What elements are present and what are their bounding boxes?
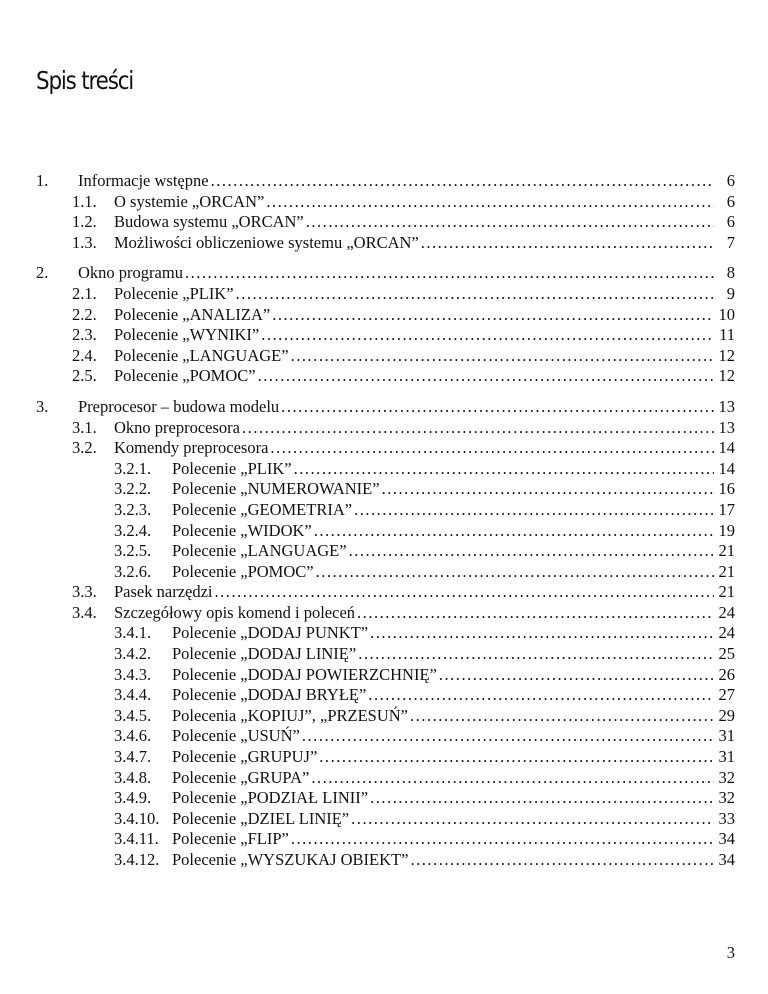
toc-entry-title-wrap: [172, 479, 714, 500]
toc-entry-number: 3.2.6.: [114, 561, 152, 581]
toc-entry-number: 3.4.3.: [114, 664, 152, 684]
dot-leader: [354, 500, 714, 521]
toc-entry-title-wrap: [114, 438, 714, 459]
dot-leader: [281, 397, 714, 418]
toc-entry[interactable]: [0, 603, 768, 624]
toc-entry-title-wrap: [172, 788, 714, 809]
toc-entry-page: 32: [718, 788, 735, 808]
dot-leader: [291, 829, 714, 850]
toc-entry-number: 3.2.1.: [114, 458, 152, 478]
toc-section: [0, 263, 768, 387]
toc-entry-title-wrap: [78, 263, 714, 284]
toc-entry-page: 8: [726, 263, 735, 283]
toc-entry-number: 3.4.6.: [114, 726, 152, 746]
dot-leader: [370, 788, 714, 809]
toc-entry-page: 6: [726, 212, 735, 232]
toc-entry[interactable]: [0, 521, 768, 542]
toc-entry-title: Polecenie „GRUPA”: [172, 767, 310, 787]
toc-entry-title-wrap: [78, 397, 714, 418]
toc-entry[interactable]: [0, 325, 768, 346]
toc-entry-title: Polecenie „GRUPUJ”: [172, 747, 318, 767]
dot-leader: [242, 418, 714, 439]
toc-entry-title-wrap: [114, 582, 714, 603]
toc-entry[interactable]: [0, 500, 768, 521]
toc-entry-page: 9: [726, 283, 735, 303]
toc-entry-title-wrap: [114, 603, 714, 624]
toc-entry-title-wrap: [172, 726, 714, 747]
toc-entry[interactable]: [0, 192, 768, 213]
toc-section: [0, 171, 768, 253]
dot-leader: [349, 541, 714, 562]
toc-entry[interactable]: [0, 562, 768, 583]
toc-entry-title: Polecenie „DODAJ LINIĘ”: [172, 644, 357, 664]
toc-entry[interactable]: [0, 726, 768, 747]
toc-entry-page: 6: [726, 171, 735, 190]
toc-entry[interactable]: [0, 438, 768, 459]
toc-entry-title-wrap: [172, 747, 714, 768]
toc-entry-title: Pasek narzędzi: [114, 582, 213, 602]
toc-entry-number: 3.4.8.: [114, 767, 152, 787]
toc-entry-page: 14: [718, 458, 735, 478]
toc-entry-number: 3.4.12.: [114, 850, 160, 869]
toc-entry-title-wrap: [114, 325, 714, 346]
table-of-contents: [0, 171, 768, 881]
toc-entry[interactable]: [0, 623, 768, 644]
toc-entry-title: Budowa systemu „ORCAN”: [114, 212, 304, 232]
toc-entry-title: Okno programu: [78, 263, 183, 283]
toc-entry-page: 12: [718, 345, 735, 365]
dot-leader: [382, 479, 714, 500]
toc-entry-title: Preprocesor – budowa modelu: [78, 396, 280, 416]
toc-entry[interactable]: [0, 212, 768, 233]
dot-leader: [311, 768, 714, 789]
toc-entry[interactable]: [0, 685, 768, 706]
toc-entry-page: 31: [718, 747, 735, 767]
dot-leader: [185, 263, 714, 284]
dot-leader: [357, 603, 714, 624]
toc-entry-number: 3.2.3.: [114, 499, 152, 519]
dot-leader: [410, 706, 714, 727]
toc-entry[interactable]: [0, 768, 768, 789]
toc-entry-number: 3.2.2.: [114, 479, 152, 499]
toc-entry-title: Polecenie „POMOC”: [114, 366, 256, 386]
dot-leader: [370, 623, 714, 644]
dot-leader: [358, 644, 714, 665]
toc-entry-number: 3.4.2.: [114, 644, 152, 664]
toc-entry-title: Polecenie „PLIK”: [172, 458, 292, 478]
toc-entry-title: Szczegółowy opis komend i poleceń: [114, 602, 356, 622]
toc-entry[interactable]: [0, 346, 768, 367]
toc-entry-title-wrap: [172, 829, 714, 850]
toc-entry[interactable]: [0, 366, 768, 387]
toc-entry-page: 14: [718, 438, 735, 458]
toc-entry[interactable]: [0, 459, 768, 480]
toc-entry-title-wrap: [172, 562, 714, 583]
toc-entry-page: 12: [718, 366, 735, 386]
toc-entry[interactable]: [0, 397, 768, 418]
dot-leader: [272, 305, 714, 326]
dot-leader: [302, 726, 714, 747]
dot-leader: [314, 521, 714, 542]
toc-entry-title-wrap: [172, 541, 714, 562]
toc-entry-page: 21: [718, 561, 735, 581]
toc-entry-title-wrap: [172, 623, 714, 644]
toc-entry-title: Polecenie „DODAJ PUNKT”: [172, 623, 369, 643]
toc-entry-number: 1.1.: [72, 191, 97, 211]
toc-entry[interactable]: [0, 850, 768, 871]
dot-leader: [258, 366, 714, 387]
toc-entry-page: 16: [718, 479, 735, 499]
toc-entry-title-wrap: [172, 850, 714, 871]
dot-leader: [294, 459, 714, 480]
toc-entry-page: 24: [718, 602, 735, 622]
toc-entry-number: 2.1.: [72, 283, 97, 303]
page-number: 3: [726, 943, 735, 962]
toc-entry-number: 3.4.7.: [114, 747, 152, 767]
toc-entry-title-wrap: [172, 521, 714, 542]
toc-entry-title: Polecenia „KOPIUJ”, „PRZESUŃ”: [172, 705, 408, 725]
dot-leader: [306, 212, 714, 233]
toc-entry-number: 3.4.9.: [114, 788, 152, 808]
toc-entry-page: 10: [718, 304, 735, 324]
toc-entry-number: 3.4.5.: [114, 705, 152, 725]
dot-leader: [368, 685, 714, 706]
toc-entry-title-wrap: [114, 305, 714, 326]
toc-entry-title: Polecenie „DODAJ BRYŁĘ”: [172, 685, 367, 705]
toc-entry-page: 26: [718, 664, 735, 684]
toc-entry-page: 11: [719, 325, 735, 345]
dot-leader: [236, 284, 714, 305]
toc-entry-title: Polecenie „GEOMETRIA”: [172, 499, 353, 519]
toc-entry-page: 13: [718, 396, 735, 416]
toc-entry-page: 19: [718, 520, 735, 540]
toc-entry-title-wrap: [114, 418, 714, 439]
toc-entry-title-wrap: [114, 212, 714, 233]
toc-entry-page: 33: [718, 808, 735, 828]
toc-entry-title-wrap: [114, 284, 714, 305]
toc-entry[interactable]: [0, 263, 768, 284]
toc-entry-title-wrap: [78, 171, 714, 192]
toc-entry-title-wrap: [172, 644, 714, 665]
toc-entry-title-wrap: [114, 192, 714, 213]
toc-entry-title-wrap: [114, 233, 714, 254]
toc-entry[interactable]: [0, 644, 768, 665]
toc-entry-page: 27: [718, 685, 735, 705]
toc-entry-number: 2.3.: [72, 325, 97, 345]
toc-entry-page: 34: [718, 829, 735, 849]
toc-entry-title: Polecenie „DZIEL LINIĘ”: [172, 808, 350, 828]
toc-entry-title-wrap: [172, 500, 714, 521]
toc-entry[interactable]: [0, 706, 768, 727]
toc-entry[interactable]: [0, 233, 768, 254]
toc-entry-number: 1.2.: [72, 212, 97, 232]
toc-entry-page: 17: [718, 499, 735, 519]
toc-entry[interactable]: [0, 829, 768, 850]
toc-entry-title: Polecenie „WIDOK”: [172, 520, 312, 540]
toc-entry-title: Polecenie „LANGUAGE”: [172, 541, 347, 561]
toc-entry[interactable]: [0, 809, 768, 830]
toc-entry-number: 3.2.: [72, 438, 97, 458]
toc-entry-title: Polecenie „WYSZUKAJ OBIEKT”: [172, 850, 409, 869]
toc-entry-number: 3.: [36, 396, 49, 416]
toc-entry-number: 3.4.1.: [114, 623, 152, 643]
toc-entry-page: 13: [718, 417, 735, 437]
toc-entry-page: 21: [718, 582, 735, 602]
toc-entry-title-wrap: [172, 685, 714, 706]
toc-entry-title: Komendy preprocesora: [114, 438, 269, 458]
toc-entry-number: 2.5.: [72, 366, 97, 386]
toc-entry-page: 25: [718, 644, 735, 664]
dot-leader: [439, 665, 714, 686]
dot-leader: [270, 438, 714, 459]
toc-entry-number: 3.4.4.: [114, 685, 152, 705]
toc-entry[interactable]: [0, 171, 768, 192]
toc-entry-title: Polecenie „USUŃ”: [172, 726, 300, 746]
toc-entry-number: 3.4.10.: [114, 808, 160, 828]
dot-leader: [215, 582, 715, 603]
toc-entry-title: O systemie „ORCAN”: [114, 191, 265, 211]
toc-entry[interactable]: [0, 418, 768, 439]
toc-entry-title: Polecenie „PLIK”: [114, 283, 234, 303]
toc-entry-number: 2.2.: [72, 304, 97, 324]
dot-leader: [316, 562, 714, 583]
toc-entry[interactable]: [0, 788, 768, 809]
toc-entry-page: 29: [718, 705, 735, 725]
toc-entry[interactable]: [0, 541, 768, 562]
dot-leader: [211, 171, 714, 192]
toc-entry-title: Polecenie „ANALIZA”: [114, 304, 271, 324]
toc-entry-number: 1.: [36, 171, 49, 190]
toc-entry-title: Polecenie „NUMEROWANIE”: [172, 479, 380, 499]
toc-entry-title: Informacje wstępne: [78, 171, 209, 190]
toc-entry-title-wrap: [114, 366, 714, 387]
toc-entry-title-wrap: [172, 809, 714, 830]
toc-entry[interactable]: [0, 305, 768, 326]
toc-entry-title-wrap: [172, 459, 714, 480]
dot-leader: [421, 233, 714, 254]
toc-entry-title-wrap: [172, 665, 714, 686]
toc-entry-title: Polecenie „LANGUAGE”: [114, 345, 289, 365]
toc-entry-number: 3.2.5.: [114, 541, 152, 561]
toc-entry[interactable]: [0, 665, 768, 686]
toc-entry-page: 24: [718, 623, 735, 643]
dot-leader: [351, 809, 714, 830]
page-title: Spis treści: [36, 66, 134, 95]
dot-leader: [261, 325, 714, 346]
toc-entry-number: 3.3.: [72, 582, 97, 602]
toc-entry-title: Polecenie „WYNIKI”: [114, 325, 260, 345]
toc-entry-number: 2.4.: [72, 345, 97, 365]
toc-entry-page: 21: [718, 541, 735, 561]
toc-entry-title-wrap: [114, 346, 714, 367]
toc-entry-page: 7: [726, 232, 735, 252]
toc-entry-number: 3.4.: [72, 602, 97, 622]
toc-entry-title: Okno preprocesora: [114, 417, 240, 437]
toc-entry-title-wrap: [172, 768, 714, 789]
toc-entry[interactable]: [0, 479, 768, 500]
toc-entry[interactable]: [0, 582, 768, 603]
toc-entry-page: 32: [718, 767, 735, 787]
toc-entry-page: 34: [718, 850, 735, 869]
dot-leader: [291, 346, 714, 367]
toc-entry[interactable]: [0, 284, 768, 305]
toc-entry-number: 3.2.4.: [114, 520, 152, 540]
toc-entry-number: 3.1.: [72, 417, 97, 437]
toc-entry-title: Polecenie „FLIP”: [172, 829, 289, 849]
toc-entry-title: Polecenie „PODZIAŁ LINII”: [172, 788, 369, 808]
toc-entry-number: 1.3.: [72, 232, 97, 252]
toc-entry-title-wrap: [172, 706, 714, 727]
dot-leader: [410, 850, 714, 871]
toc-entry-number: 2.: [36, 263, 49, 283]
dot-leader: [319, 747, 714, 768]
toc-entry-title: Polecenie „POMOC”: [172, 561, 314, 581]
toc-entry-number: 3.4.11.: [114, 829, 159, 849]
toc-section: [0, 397, 768, 871]
toc-entry-page: 31: [718, 726, 735, 746]
toc-entry-title: Możliwości obliczeniowe systemu „ORCAN”: [114, 232, 419, 252]
toc-entry[interactable]: [0, 747, 768, 768]
toc-entry-title: Polecenie „DODAJ POWIERZCHNIĘ”: [172, 664, 437, 684]
toc-entry-page: 6: [726, 191, 735, 211]
dot-leader: [266, 192, 714, 213]
